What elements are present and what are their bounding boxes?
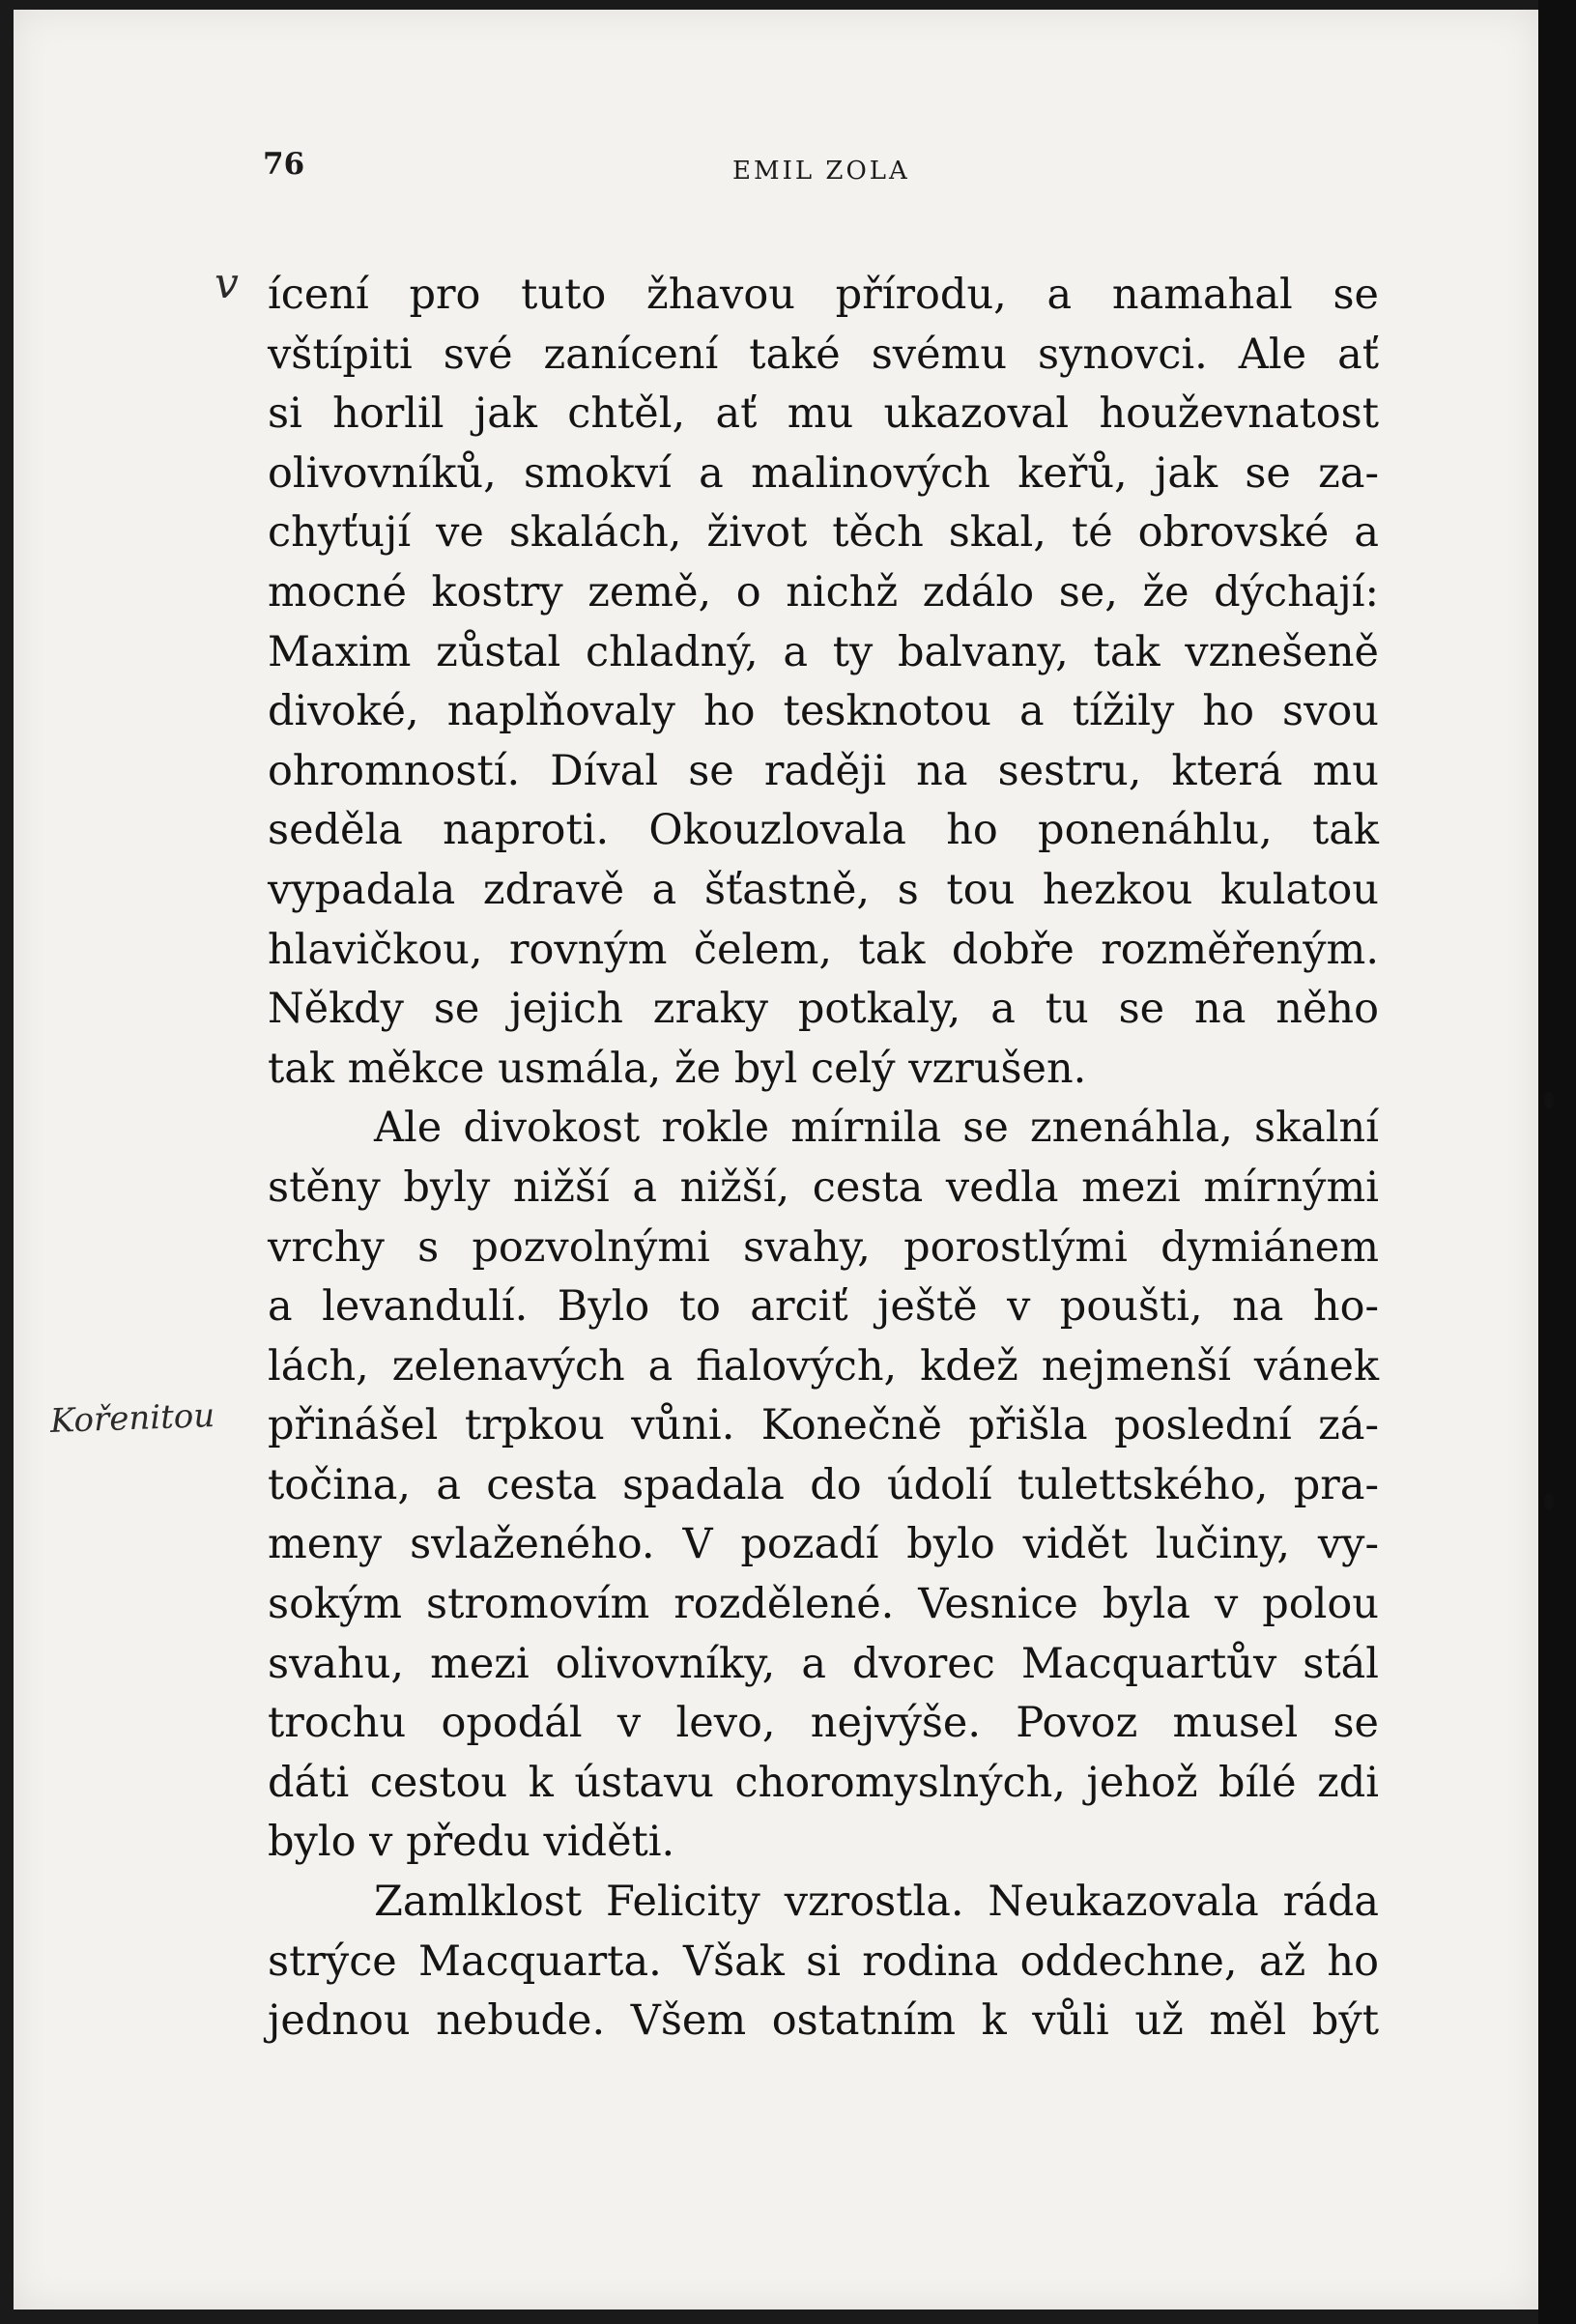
running-title: EMIL ZOLA: [732, 157, 910, 186]
text-line: přinášel trpkou vůni. Konečně přišla poslední zá-: [268, 1401, 1379, 1450]
text-line: chyťují ve skalách, život těch skal, té obrovské a: [268, 508, 1379, 558]
text-line: a levandulí. Bylo to arciť ještě v poušti, na ho-: [268, 1282, 1379, 1332]
text-line: Zamlklost Felicity vzrostla. Neukazovala ráda: [374, 1878, 1379, 1927]
text-line: tak měkce usmála, že byl celý vzrušen.: [268, 1044, 1087, 1093]
text-line: divoké, naplňovaly ho tesknotou a tížily ho svou: [268, 687, 1379, 736]
handwritten-margin-note: Kořenitou: [49, 1396, 215, 1441]
text-line: hlavičkou, rovným čelem, tak dobře rozměřeným.: [268, 925, 1379, 974]
paragraph: [268, 1873, 1379, 2051]
text-line: lách, zelenavých a fialových, kdež nejmenší vánek: [268, 1341, 1379, 1391]
paragraph: [268, 266, 1379, 1099]
text-line: jednou nebude. Všem ostatním k vůli už měl být: [268, 1996, 1379, 2046]
paragraph: [268, 1099, 1379, 1873]
text-line: meny svlaženého. V pozadí bylo vidět lučiny, vy-: [268, 1520, 1379, 1569]
page-number: 76: [263, 147, 305, 182]
text-line: Ale divokost rokle mírnila se znenáhla, skalní: [374, 1104, 1379, 1153]
text-line: ohromností. Díval se raději na sestru, která mu: [268, 746, 1379, 795]
text-line: si horlil jak chtěl, ať mu ukazoval houževnatost: [268, 389, 1379, 439]
page-header: [249, 147, 1409, 195]
text-line: Někdy se jejich zraky potkaly, a tu se na něho: [268, 985, 1379, 1034]
text-line: seděla naproti. Okouzlovala ho ponenáhlu, tak: [268, 806, 1379, 855]
text-line: sokým stromovím rozdělené. Vesnice byla v polou: [268, 1580, 1379, 1629]
text-line: ícení pro tuto žhavou přírodu, a namahal se: [268, 271, 1379, 319]
text-line: vrchy s pozvolnými svahy, porostlými dymiánem: [268, 1222, 1379, 1272]
edge-mark: [1544, 1493, 1554, 1510]
text-line: trochu opodál v levo, nejvýše. Povoz musel se: [268, 1699, 1379, 1748]
text-line: bylo v předu viděti.: [268, 1818, 675, 1867]
text-line: olivovníků, smokví a malinových keřů, jak se za-: [268, 448, 1379, 498]
text-line: svahu, mezi olivovníky, a dvorec Macquartův stál: [268, 1639, 1379, 1688]
text-line: stěny byly nižší a nižší, cesta vedla mezi mírnými: [268, 1162, 1379, 1212]
edge-mark: [1544, 1092, 1554, 1109]
text-line: mocné kostry země, o nichž zdálo se, že dýchají:: [268, 567, 1379, 617]
text-line: dáti cestou k ústavu choromyslných, jehož bílé zdi: [268, 1758, 1379, 1807]
page-edge-shadow: [1538, 0, 1576, 2324]
text-line: točina, a cesta spadala do údolí tulettského, pra-: [268, 1460, 1379, 1509]
body-text: [268, 266, 1379, 2051]
text-line: vypadala zdravě a šťastně, s tou hezkou kulatou: [268, 865, 1379, 914]
text-line: vštípiti své zanícení také svému synovci. Ale ať: [268, 330, 1379, 379]
handwritten-mark: v: [215, 259, 239, 308]
text-line: Maxim zůstal chladný, a ty balvany, tak vznešeně: [268, 627, 1379, 676]
text-line: strýce Macquarta. Však si rodina oddechne, až ho: [268, 1937, 1379, 1986]
